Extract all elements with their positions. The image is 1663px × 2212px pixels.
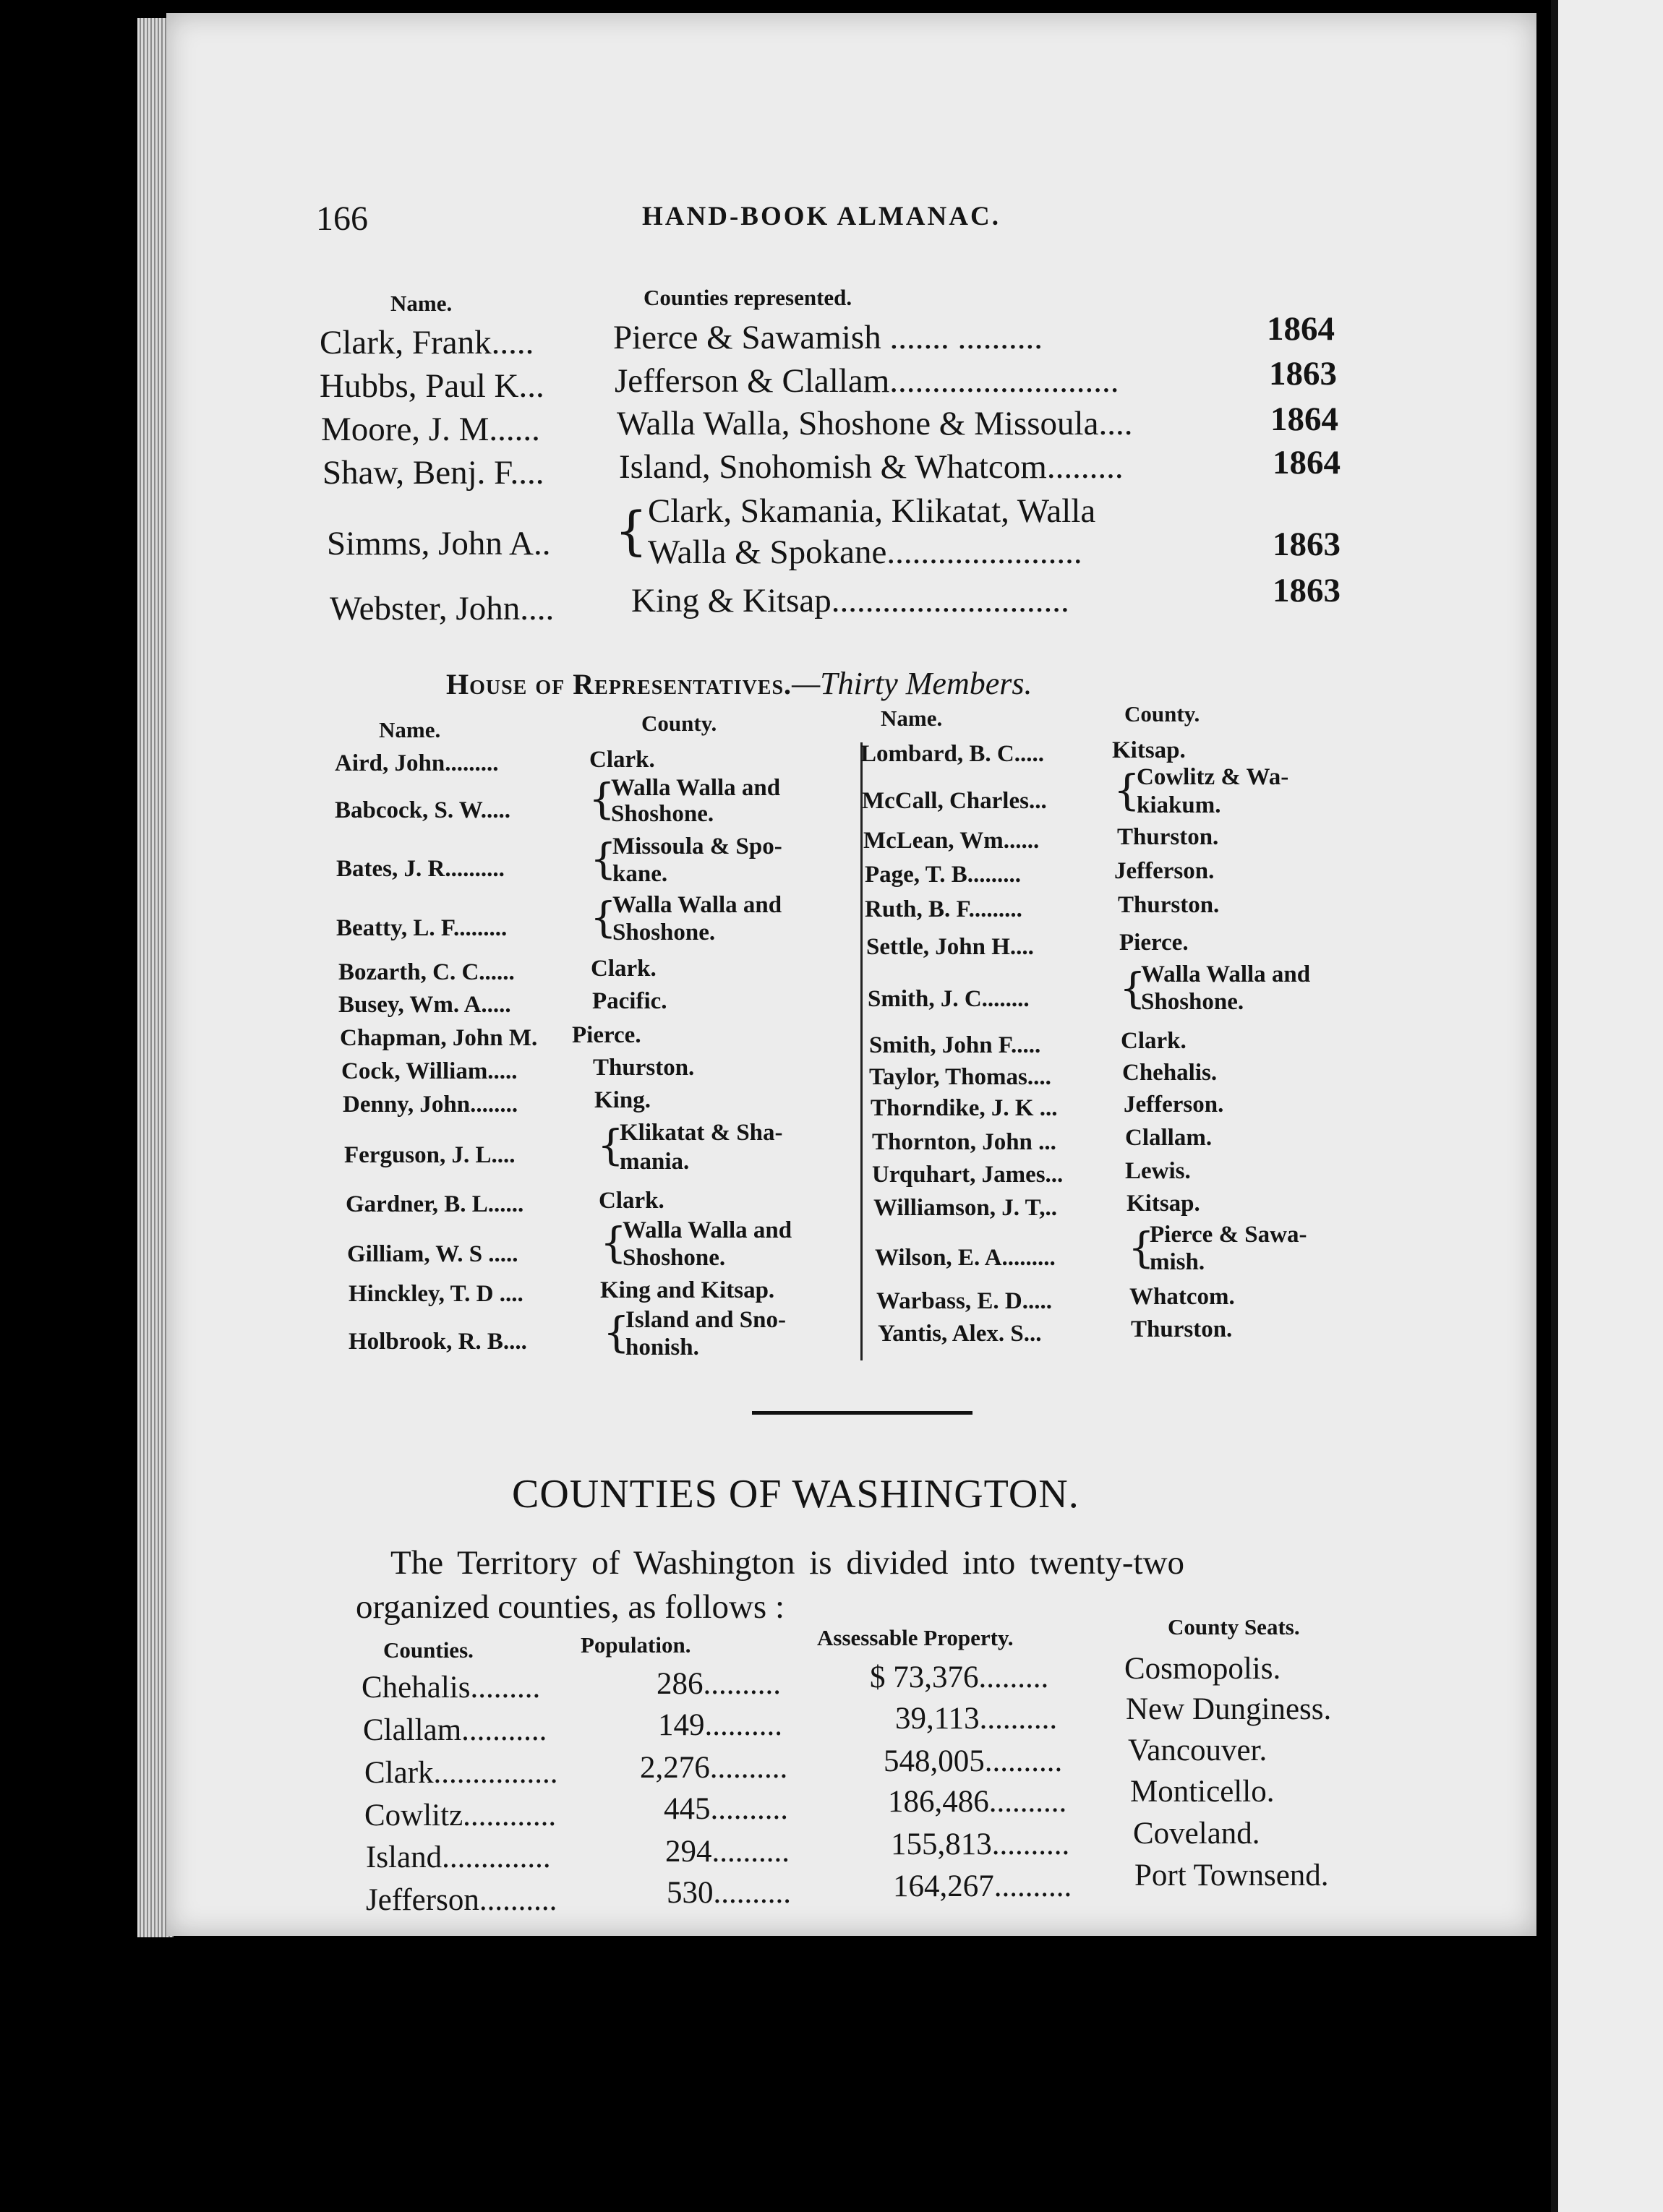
- county-name: Island..............: [366, 1840, 551, 1874]
- rep-county: mania.: [620, 1149, 690, 1175]
- rep-county: Shoshone.: [612, 919, 716, 946]
- rep-name: Beatty, L. F.........: [336, 915, 508, 941]
- rep-name: McCall, Charles...: [862, 788, 1047, 814]
- council-name: Moore, J. M......: [321, 411, 540, 448]
- rep-county: King.: [594, 1087, 651, 1113]
- council-name: Shaw, Benj. F....: [322, 454, 544, 492]
- rep-county: kane.: [612, 861, 668, 887]
- rep-name: McLean, Wm......: [863, 828, 1040, 854]
- rep-county: Clark.: [591, 956, 657, 982]
- rep-name: Smith, J. C........: [868, 986, 1030, 1012]
- county-population: 2,276..........: [640, 1751, 788, 1785]
- rep-county: mish.: [1150, 1249, 1205, 1275]
- brace-glyph: {: [1113, 766, 1140, 815]
- rep-county: Pacific.: [592, 988, 667, 1014]
- rep-name: Lombard, B. C.....: [860, 741, 1044, 767]
- county-population: 445..........: [664, 1792, 788, 1826]
- county-seat: New Dunginess.: [1126, 1692, 1332, 1726]
- brace-glyph: {: [597, 1120, 624, 1170]
- council-year: 1863: [1269, 355, 1337, 393]
- brace-glyph: {: [590, 893, 617, 942]
- rep-county: Shoshone.: [1141, 989, 1244, 1015]
- rep-name: Urquhart, James...: [872, 1162, 1064, 1188]
- rep-county: Pierce.: [572, 1022, 641, 1048]
- rep-county: Pierce & Sawa-: [1150, 1222, 1307, 1248]
- council-counties: Island, Snohomish & Whatcom.........: [619, 448, 1124, 486]
- rep-county: kiakum.: [1137, 792, 1221, 818]
- rep-county: Clallam.: [1125, 1125, 1213, 1151]
- council-counties: Walla Walla, Shoshone & Missoula....: [617, 405, 1133, 442]
- rep-county: honish.: [625, 1334, 699, 1360]
- rep-county: Klikatat & Sha-: [620, 1120, 783, 1146]
- county-population: 294..........: [665, 1835, 790, 1869]
- rep-county: Thurston.: [1131, 1316, 1233, 1342]
- county-name: Chehalis.........: [362, 1671, 541, 1705]
- rep-county: Jefferson.: [1124, 1092, 1224, 1118]
- rep-name: Denny, John........: [343, 1092, 518, 1118]
- rep-name: Bozarth, C. C......: [338, 959, 515, 985]
- county-population: 149..........: [658, 1708, 782, 1742]
- rep-name: Taylor, Thomas....: [869, 1064, 1051, 1090]
- rep-county: Clark.: [589, 747, 655, 773]
- rep-county: Island and Sno-: [625, 1307, 786, 1333]
- council-year: 1864: [1270, 400, 1338, 438]
- rep-name: Chapman, John M.: [340, 1025, 538, 1051]
- house-left-col-name: Name.: [379, 717, 441, 742]
- rep-name: Babcock, S. W.....: [335, 797, 510, 823]
- rep-name: Wilson, E. A.........: [875, 1245, 1056, 1271]
- rep-name: Thorndike, J. K ...: [871, 1095, 1058, 1121]
- rep-county: Shoshone.: [623, 1245, 726, 1271]
- counties-intro-line1: The Territory of Washington is divided into twenty-two: [390, 1544, 1185, 1582]
- col-seats: County Seats.: [1168, 1614, 1300, 1639]
- col-property: Assessable Property.: [817, 1625, 1014, 1650]
- rep-county: Clark.: [599, 1188, 664, 1214]
- county-property: 186,486..........: [888, 1785, 1067, 1819]
- rep-county: Pierce.: [1119, 930, 1189, 956]
- rep-county: Kitsap.: [1127, 1191, 1200, 1217]
- rep-county: Walla Walla and: [623, 1217, 792, 1243]
- county-seat: Cosmopolis.: [1124, 1652, 1281, 1686]
- county-name: Clallam...........: [363, 1713, 547, 1747]
- rep-name: Gardner, B. L......: [346, 1191, 524, 1217]
- rep-county: Jefferson.: [1114, 858, 1215, 884]
- council-name: Hubbs, Paul K...: [320, 367, 544, 405]
- page-number: 166: [316, 200, 368, 238]
- county-property: 164,267..........: [893, 1869, 1072, 1903]
- council-name: Simms, John A..: [327, 525, 551, 562]
- rep-name: Holbrook, R. B....: [349, 1329, 527, 1355]
- county-seat: Monticello.: [1130, 1775, 1275, 1809]
- council-year: 1863: [1273, 526, 1341, 563]
- county-name: Clark................: [364, 1756, 558, 1790]
- brace-glyph: {: [1119, 964, 1146, 1013]
- rep-county: Lewis.: [1125, 1158, 1191, 1184]
- brace-glyph: {: [603, 1308, 630, 1357]
- rep-county: Kitsap.: [1112, 737, 1186, 763]
- rep-county: Whatcom.: [1129, 1284, 1235, 1310]
- council-year: 1864: [1267, 310, 1335, 348]
- col-population: Population.: [581, 1632, 691, 1658]
- county-name: Jefferson..........: [366, 1883, 557, 1917]
- rep-name: Thornton, John ...: [872, 1129, 1056, 1155]
- rep-name: Settle, John H....: [866, 934, 1034, 960]
- council-counties: Walla & Spokane.......................: [648, 533, 1082, 571]
- house-title: [446, 665, 1033, 702]
- brace-glyph: {: [600, 1218, 627, 1267]
- brace-glyph: {: [590, 834, 617, 883]
- rep-county: Chehalis.: [1122, 1060, 1218, 1086]
- rep-name: Page, T. B.........: [865, 862, 1022, 888]
- county-name: Cowlitz............: [364, 1799, 557, 1832]
- col-counties: Counties.: [383, 1637, 474, 1663]
- running-head: HAND-BOOK ALMANAC.: [642, 202, 1001, 231]
- county-property: $ 73,376.........: [870, 1660, 1049, 1694]
- council-counties: Jefferson & Clallam...........................: [615, 362, 1119, 400]
- rep-county: Clark.: [1121, 1028, 1187, 1054]
- county-population: 530..........: [667, 1876, 791, 1910]
- rep-name: Hinckley, T. D ....: [349, 1281, 523, 1307]
- column-divider: [860, 742, 863, 1360]
- council-counties: King & Kitsap............................: [631, 582, 1069, 620]
- rep-county: Missoula & Spo-: [612, 833, 782, 859]
- rep-county: Walla Walla and: [611, 775, 781, 801]
- house-left-col-county: County.: [641, 711, 717, 736]
- council-name: Clark, Frank.....: [320, 324, 534, 361]
- county-property: 155,813..........: [891, 1827, 1070, 1861]
- county-population: 286..........: [657, 1667, 781, 1701]
- council-name: Webster, John....: [330, 590, 555, 627]
- rep-county: Thurston.: [593, 1055, 695, 1081]
- rep-name: Busey, Wm. A.....: [338, 992, 511, 1018]
- facing-page-edge: [1551, 0, 1663, 2212]
- county-property: 548,005..........: [884, 1744, 1063, 1778]
- counties-title: COUNTIES OF WASHINGTON.: [512, 1472, 1080, 1517]
- rep-name: Warbass, E. D.....: [876, 1288, 1052, 1314]
- rep-name: Yantis, Alex. S...: [878, 1321, 1042, 1347]
- county-seat: Vancouver.: [1128, 1733, 1267, 1767]
- rep-county: Cowlitz & Wa-: [1137, 764, 1289, 790]
- council-year: 1864: [1273, 444, 1341, 481]
- rep-county: King and Kitsap.: [600, 1277, 775, 1303]
- brace-glyph: {: [615, 500, 648, 561]
- brace-glyph: {: [589, 774, 615, 823]
- council-counties: Clark, Skamania, Klikatat, Walla: [648, 492, 1096, 530]
- county-seat: Port Townsend.: [1134, 1859, 1329, 1892]
- county-seat: Coveland.: [1133, 1817, 1260, 1851]
- rep-name: Ferguson, J. L....: [344, 1142, 516, 1168]
- rep-county: Walla Walla and: [1141, 961, 1311, 987]
- rep-name: Bates, J. R..........: [336, 856, 505, 882]
- house-right-col-county: County.: [1124, 701, 1200, 726]
- council-counties: Pierce & Sawamish ....... ..........: [613, 319, 1043, 356]
- rep-name: Ruth, B. F.........: [865, 896, 1022, 922]
- rep-name: Gilliam, W. S .....: [347, 1241, 518, 1267]
- counties-intro-line2: organized counties, as follows :: [356, 1588, 785, 1626]
- council-year: 1863: [1273, 572, 1341, 609]
- rep-county: Walla Walla and: [612, 892, 782, 918]
- section-divider: [752, 1411, 972, 1415]
- house-subtitle: —Thirty Members.: [792, 666, 1033, 701]
- council-col-counties: Counties represented.: [644, 285, 852, 310]
- rep-name: Smith, John F.....: [869, 1032, 1041, 1058]
- county-property: 39,113..........: [895, 1702, 1058, 1736]
- rep-county: Thurston.: [1118, 892, 1220, 918]
- brace-glyph: {: [1128, 1223, 1155, 1272]
- house-title-main: House of Representatives.: [446, 668, 792, 700]
- rep-name: Aird, John.........: [335, 750, 499, 776]
- rep-name: Cock, William.....: [341, 1058, 518, 1084]
- council-col-name: Name.: [390, 291, 453, 316]
- rep-county: Thurston.: [1117, 824, 1219, 850]
- rep-county: Shoshone.: [611, 801, 714, 827]
- rep-name: Williamson, J. T,..: [873, 1195, 1057, 1221]
- house-right-col-name: Name.: [881, 706, 943, 731]
